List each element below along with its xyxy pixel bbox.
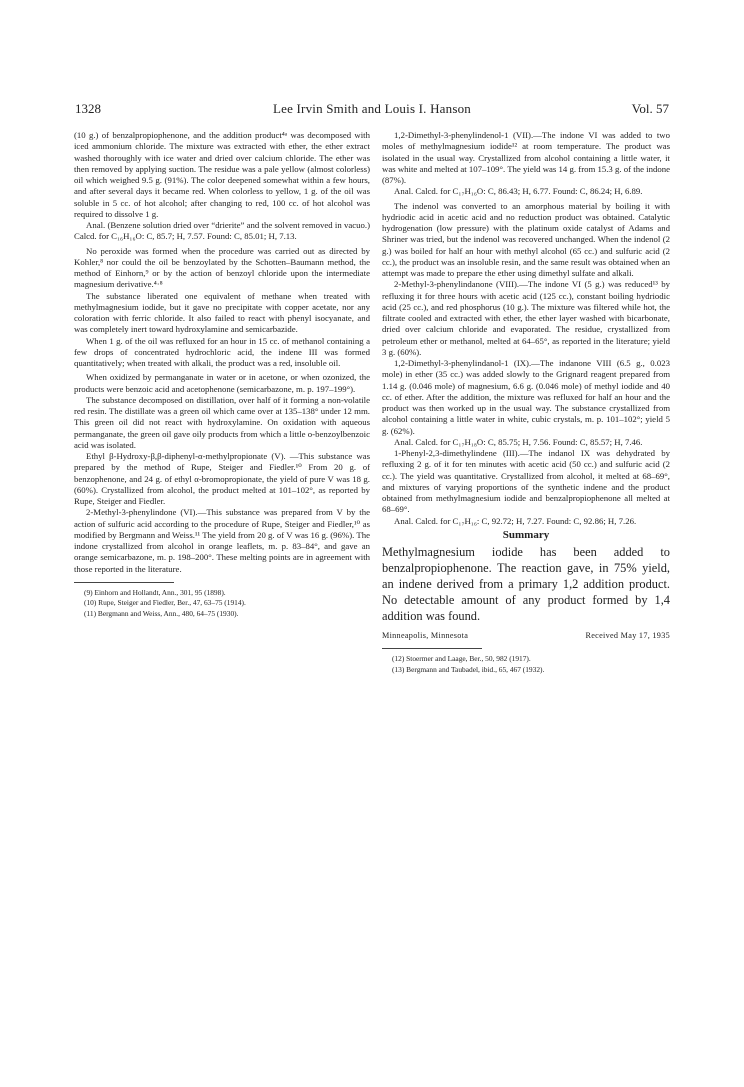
footnote-rule [382,648,482,649]
footnote: (12) Stoermer and Laage, Ber., 50, 982 (1917). [392,654,531,664]
affiliation-place: Minneapolis, Minnesota [382,631,469,640]
section-paragraph: 1,2-Dimethyl-3-phenylindenol-1 (VII).—The indone VI was added to two moles of methylmagnesium iodide¹² at room temperature. The product was isolated in the usual way. Crystallized from alcohol containing a little water, it was white and melted at 107–109°. The yield was 14 g. from 15.3 g. of the indone (87%). [382,130,670,185]
analysis-paragraph: Anal. Calcd. for C₁₇H₁₆O: C, 86.43; H, 6.77. Found: C, 86.24; H, 6.89. [394,186,643,197]
running-title: Lee Irvin Smith and Louis I. Hanson [273,101,471,116]
paragraph: (10 g.) of benzalpropiophenone, and the addition product⁴ᵃ was decomposed with iced ammonium chloride. The mixture was extracted with ether, the ether extract washed thoroughly with ice water and dried over calcium chloride. The ether was then removed by applying suction. The residue was a pale yellow (almost colorless) oil which weighed 9.5 g. (91%). The color deepened somewhat within a few hours, and after several days it became red. When colorless to yellow, 1 g. of the oil was soluble in 5 cc. of hot alcohol; after changing to red, 100 cc. of hot alcohol was required to dissolve 1 g. [74,130,370,219]
page-header [75,101,669,121]
paragraph: When oxidized by permanganate in water or in acetone, or when ozonized, the products were benzoic acid and acetophenone (semicarbazone, m. p. 197–199°). [74,372,370,394]
footnote: (11) Bergmann and Weiss, Ann., 480, 64–75 (1930). [84,608,239,618]
summary-heading: Summary [502,528,550,541]
section-paragraph: 2-Methyl-3-phenylindanone (VIII).—The indone VI (5 g.) was reduced¹³ by refluxing it for three hours with acetic acid (125 cc.), constant boiling hydriodic acid (25 cc.), and red phosphorus (10 g.). The mixture was filtered while hot, the filtrate cooled and extracted with ether, the ether layer washed with bicarbonate, dried over calcium chloride and evaporated. The residue, crystallized from petroleum ether or methanol, melted at 64–65°, as reported in the literature; yield 3 g. (60%). [382,279,670,357]
summary-text: Methylmagnesium iodide has been added to benzalpropiophenone. The reaction gave, in 75% yield, an indene derived from a primary 1,2 addition product. No detectable amount of any product formed by 1,4 addition was found. [382,545,670,623]
left-column [74,130,370,619]
footnote: (9) Einhorn and Hollandt, Ann., 301, 95 (1898). [84,587,226,597]
right-column [382,130,670,675]
footnote: (10) Rupe, Steiger and Fiedler, Ber., 47, 63–75 (1914). [84,598,246,608]
footnote: (13) Bergmann and Taubadel, ibid., 65, 467 (1932). [392,664,545,674]
page-number: 1328 [75,101,101,116]
signature-line [382,630,670,641]
section-paragraph: Ethyl β-Hydroxy-β,β-diphenyl-α-methylpropionate (V). —This substance was prepared by the method of Rupe, Steiger and Fiedler.¹⁰ From 20 g. of benzophenone, and 24 g. of ethyl α-bromopropionate, the yield of pure V was 18 g. (60%). Crystallized from alcohol, the product melted at 101–102°, as reported by Rupe, Steiger and Fiedler. [74,451,370,506]
analysis-paragraph: Anal. Calcd. for C₁₇H₁₈O: C, 85.75; H, 7.56. Found: C, 85.57; H, 7.46. [394,436,643,447]
section-paragraph: 1,2-Dimethyl-3-phenylindanol-1 (IX).—The indanone VIII (6.5 g., 0.023 mole) in ether (35 cc.) was added slowly to the Grignard reagent prepared from 1.14 g. (0.046 mole) of magnesium, 6.6 g. (0.046 mole) of methyl iodide and 40 cc. of ether. After the addition, the mixture was refluxed for half an hour and the product was then worked up in the usual way. The substance crystallized from alcohol containing a little water in white, cubic crystals, m. p. 101–102°; yield 5 g. (62%). [382,358,670,436]
analysis-paragraph: Anal. Calcd. for C₁₇H₁₆: C, 92.72; H, 7.27. Found: C, 92.86; H, 7.26. [394,515,637,526]
section-paragraph: 2-Methyl-3-phenylindone (VI).—This substance was prepared from V by the action of sulfuric acid according to the procedure of Rupe, Steiger and Fiedler,¹⁰ as modified by Bergmann and Weiss.¹¹ The yield from 20 g. of V was 16 g. (96%). The indone crystallized from alcohol in orange leaflets, m. p. 83–84°, and gave an orange semicarbazone, m. p. 198–200°. These melting points are in agreement with those reported in the literature. [74,507,370,574]
paragraph: The substance decomposed on distillation, over half of it forming a non-volatile red resin. The distillate was a green oil which came over at 135–138° under 12 mm. This green oil did not react with hydroxylamine. On oxidation with aqueous permanganate, the green oil gave oily products from which a little o-benzoylbenzoic acid was isolated. [74,394,370,450]
received-date: Received May 17, 1935 [585,631,670,640]
paragraph: When 1 g. of the oil was refluxed for an hour in 15 cc. of methanol containing a few drops of concentrated hydrochloric acid, the indene III was formed quantitatively; when treated with alkali, the product was a red, insoluble oil. [74,335,370,368]
footnote-rule [74,582,174,583]
paragraph: No peroxide was formed when the procedure was carried out as directed by Kohler,⁸ nor could the oil be benzoylated by the Schotten–Baumann method, the method of Einhorn,⁹ or by the action of benzoyl chloride upon the intermediate magnesium derivative.⁴·⁸ [74,245,370,290]
paragraph: The indenol was converted to an amorphous material by boiling it with hydriodic acid in acetic acid and no reduction product was obtained. Catalytic hydrogenation (low pressure) with the platinum oxide catalyst of Adams and Shriner was tried, but the indenol was recovered unchanged. When the indenol (2 g.) was boiled for half an hour with methyl alcohol (65 cc.) and sulfuric acid (2 cc.), the product was an insoluble resin, and the same result was obtained when an attempt was made to prepare the ether using dimethyl sulfate and alkali. [382,200,670,278]
paragraph: The substance liberated one equivalent of methane when treated with methylmagnesium iodide, but it gave no precipitate with copper acetate, nor any coloration with ferric chloride. It also failed to react with phenyl isocyanate, and was completely inert toward hydroxylamine and semicarbazide. [74,290,370,335]
section-paragraph: 1-Phenyl-2,3-dimethylindene (III).—The indanol IX was dehydrated by refluxing 2 g. of it for ten minutes with acetic acid (50 cc.) and sulfuric acid (2 cc.). The yield was quantitative. Crystallized from alcohol, it melted at 68–69°, and mixtures of varying proportions of the synthetic indene and the product obtained from methylmagnesium iodide and benzalpropiophenone all melted at 68–69°. [382,448,670,515]
volume-label: Vol. 57 [631,101,669,116]
analysis-paragraph: Anal. (Benzene solution dried over “drierite” and the solvent removed in vacuo.) Calcd. for C₁₆H₁₆O: C, 85.7; H, 7.57. Found: C, 85.01; H, 7.13. [74,220,370,242]
